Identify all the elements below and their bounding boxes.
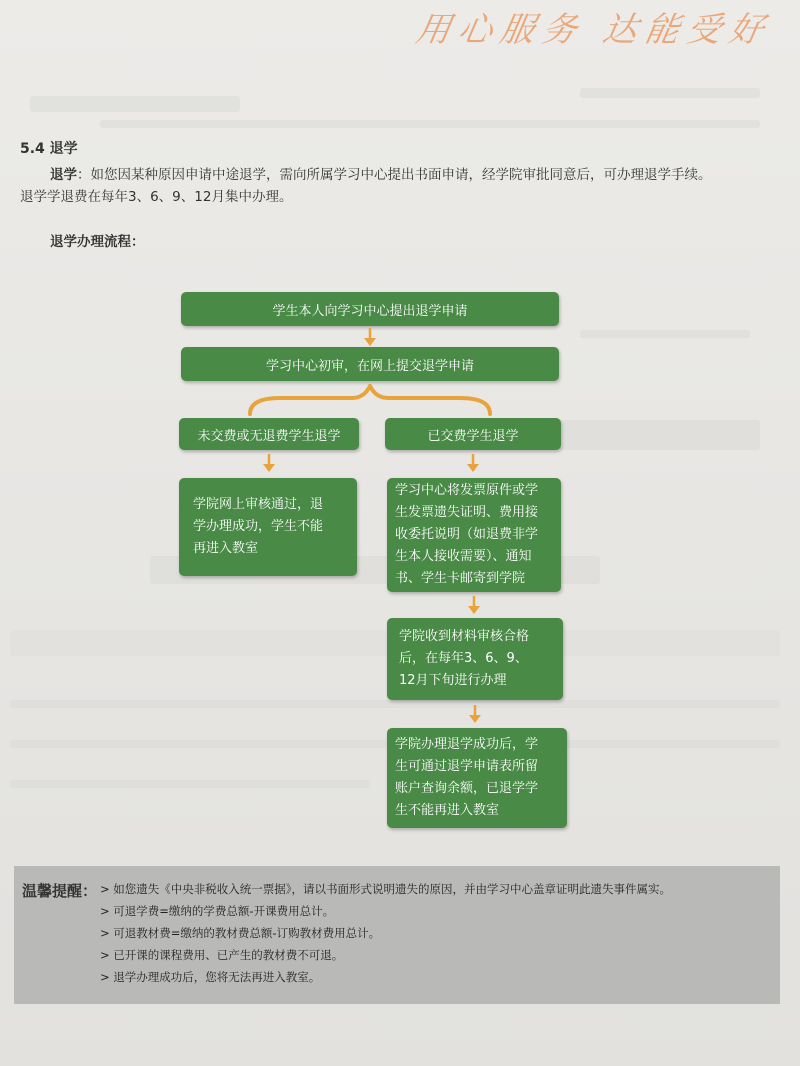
- paragraph-line2: 退学学退费在每年3、6、9、12月集中办理。: [20, 189, 293, 205]
- flow-left-result: 学院网上审核通过，退 学办理成功，学生不能 再进入教室: [179, 478, 357, 576]
- brace-split-icon: [240, 384, 500, 416]
- paragraph-line1: ：如您因某种原因申请中途退学，需向所属学习中心提出书面申请，经学院审批同意后，可办理退学手续。: [77, 167, 712, 183]
- tips-list: [100, 880, 671, 990]
- paragraph-term: 退学: [50, 167, 77, 183]
- flow-branch-no-fee: 未交费或无退费学生退学: [179, 418, 359, 450]
- arrow-down-icon: [463, 454, 483, 476]
- show-through-block: [540, 420, 760, 450]
- tip-item: > 已开课的课程费用、已产生的教材费不可退。: [100, 948, 344, 962]
- flow-right-mail-docs: 学习中心将发票原件或学 生发票遗失证明、费用接 收委托说明（如退费非学 生本人接收需要）、通知 书、学生卡邮寄到学院: [387, 478, 561, 592]
- flow-right-review: 学院收到材料审核合格 后，在每年3、6、9、 12月下旬进行办理: [387, 618, 563, 700]
- tips-label: 温馨提醒：: [22, 882, 98, 900]
- show-through-block: [580, 330, 750, 338]
- tip-item: > 退学办理成功后，您将无法再进入教室。: [100, 970, 321, 984]
- section-paragraph: [20, 164, 782, 208]
- arrow-down-icon: [465, 705, 485, 727]
- section-heading: 5.4 退学: [20, 141, 78, 157]
- show-through-block: [10, 780, 370, 788]
- arrow-down-icon: [259, 454, 279, 476]
- tip-item: > 如您遗失《中央非税收入统一票据》，请以书面形式说明遗失的原因，并由学习中心盖章证明此遗失事件属实。: [100, 882, 672, 896]
- tip-item: > 可退学费=缴纳的学费总额-开课费用总计。: [100, 904, 335, 918]
- show-through-block: [10, 700, 780, 708]
- show-through-block: [580, 88, 760, 98]
- show-through-block: [100, 120, 760, 128]
- flow-step-apply: 学生本人向学习中心提出退学申请: [181, 292, 559, 326]
- arrow-down-icon: [464, 596, 484, 618]
- flow-right-complete: 学院办理退学成功后，学 生可通过退学申请表所留 账户查询余额，已退学学 生不能再进入教室: [387, 728, 567, 828]
- flow-step-initial-review: 学习中心初审，在网上提交退学申请: [181, 347, 559, 381]
- header-slogan: 用心服务 达能受好: [413, 10, 775, 50]
- arrow-down-icon: [360, 328, 380, 348]
- flow-branch-paid: 已交费学生退学: [385, 418, 561, 450]
- flow-title: 退学办理流程：: [50, 234, 145, 250]
- show-through-block: [30, 96, 240, 112]
- tip-item: > 可退教材费=缴纳的教材费总额-订购教材费用总计。: [100, 926, 381, 940]
